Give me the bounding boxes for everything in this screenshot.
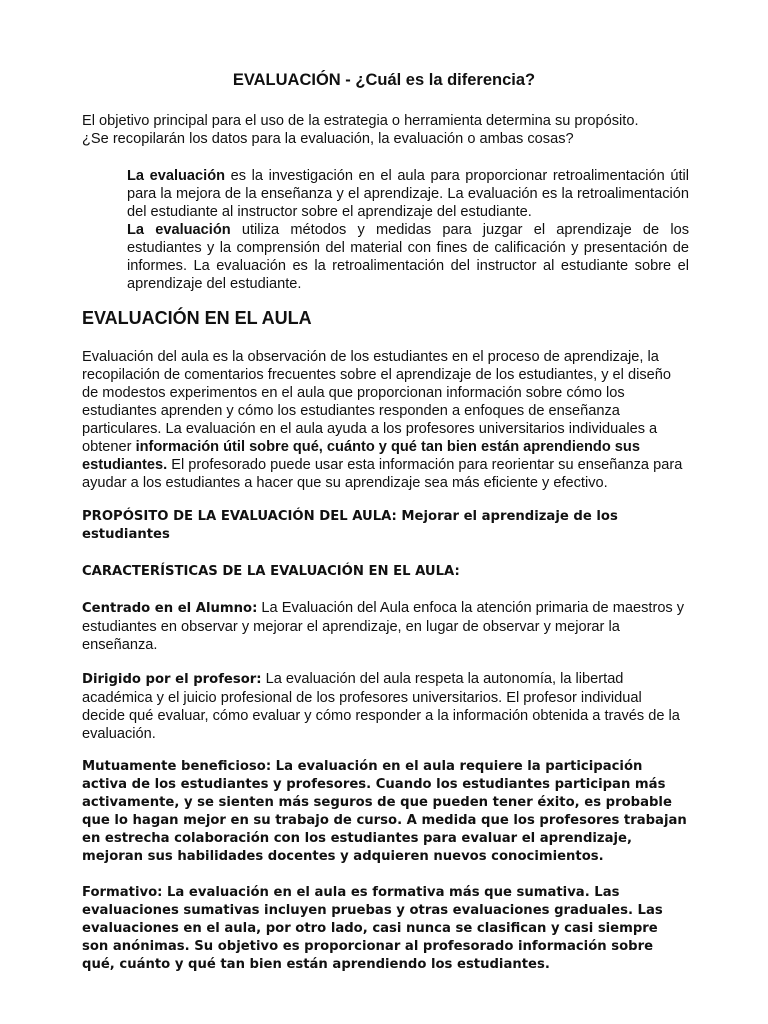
definition-2-term: La evaluación: [127, 222, 231, 238]
intro-paragraph: [82, 112, 688, 148]
purpose-heading: PROPÓSITO DE LA EVALUACIÓN DEL AULA: Mejorar el aprendizaje de los estudiantes: [82, 509, 618, 542]
definition-2: [127, 221, 689, 293]
characteristic-text: La Evaluación del Aula enfoca la atención primaria de maestros y estudiantes en observar y mejorar el aprendizaje, en lugar de observar y mejorar la enseñanza.: [82, 600, 685, 653]
characteristics-heading: CARACTERÍSTICAS DE LA EVALUACIÓN EN EL AULA:: [82, 564, 460, 579]
section-text-2: El profesorado puede usar esta información para reorientar su enseñanza para ayudar a los estudiantes a hacer que su aprendizaje sea más eficiente y efectivo.: [82, 457, 683, 491]
characteristic-mutually-beneficial: Mutuamente beneficioso: La evaluación en el aula requiere la participación activa de los estudiantes y profesores. Cuando los estudiantes participan más activamente, y se sienten más seguros de que pueden tener éxito, es probable que lo hagan mejor en su trabajo de curso. A medida que los profesores trabajan en estrecha colaboración con los estudiantes para evaluar el aprendizaje, mejoran sus habilidades docentes y adquieren nuevos conocimientos.: [82, 759, 687, 864]
section-bold-text: información útil sobre qué, cuánto y qué tan bien están aprendiendo sus estudiantes.: [82, 439, 640, 473]
page-title: EVALUACIÓN - ¿Cuál es la diferencia?: [232, 71, 536, 89]
characteristic-student-centered: [82, 599, 688, 654]
section-heading: EVALUACIÓN EN EL AULA: [82, 308, 312, 328]
characteristic-label: Dirigido por el profesor:: [82, 672, 262, 687]
definitions-block: [127, 167, 689, 293]
definition-1-term: La evaluación: [127, 168, 226, 184]
definition-1-text: es la investigación en el aula para proporcionar retroalimentación útil para la mejora de la enseñanza y el aprendizaje. La evaluación es la retroalimentación del estudiante al instructor sobre el aprendizaje del estudiante.: [127, 168, 689, 220]
intro-line-1: El objetivo principal para el uso de la estrategia o herramienta determina su propósito.: [82, 113, 639, 129]
characteristic-formative: Formativo: La evaluación en el aula es formativa más que sumativa. Las evaluaciones sumativas incluyen pruebas y otras evaluaciones graduales. Las evaluaciones en el aula, por otro lado, casi nunca se clasifican y casi siempre son anónimas. Su objetivo es proporcionar al profesorado información sobre qué, cuánto y qué tan bien están aprendiendo los estudiantes.: [82, 885, 663, 972]
section-text-1: Evaluación del aula es la observación de los estudiantes en el proceso de aprendizaje, la recopilación de comentarios frecuentes sobre el aprendizaje de los estudiantes, y el diseño de modestos experimentos en el aula que proporcionan información sobre cómo los estudiantes aprenden y cómo los estudiantes responden a enfoques de enseñanza particulares. La evaluación en el aula ayuda a los profesores universitarios individuales a obtener: [82, 349, 671, 455]
section-paragraph: [82, 348, 688, 492]
characteristic-text: La evaluación del aula respeta la autonomía, la libertad académica y el juicio profesional de los profesores universitarios. El profesor individual decide qué evaluar, cómo evaluar y cómo responder a la información obtenida a través de la evaluación.: [82, 671, 680, 742]
definition-2-text: utiliza métodos y medidas para juzgar el aprendizaje de los estudiantes y la comprensión del material con fines de calificación y presentación de informes. La evaluación es la retroalimentación del instructor al estudiante sobre el aprendizaje del estudiante.: [127, 222, 689, 292]
characteristic-label: Centrado en el Alumno:: [82, 601, 258, 616]
intro-line-2: ¿Se recopilarán los datos para la evaluación, la evaluación o ambas cosas?: [82, 131, 574, 147]
definition-1: [127, 167, 689, 221]
characteristic-teacher-directed: [82, 670, 688, 743]
